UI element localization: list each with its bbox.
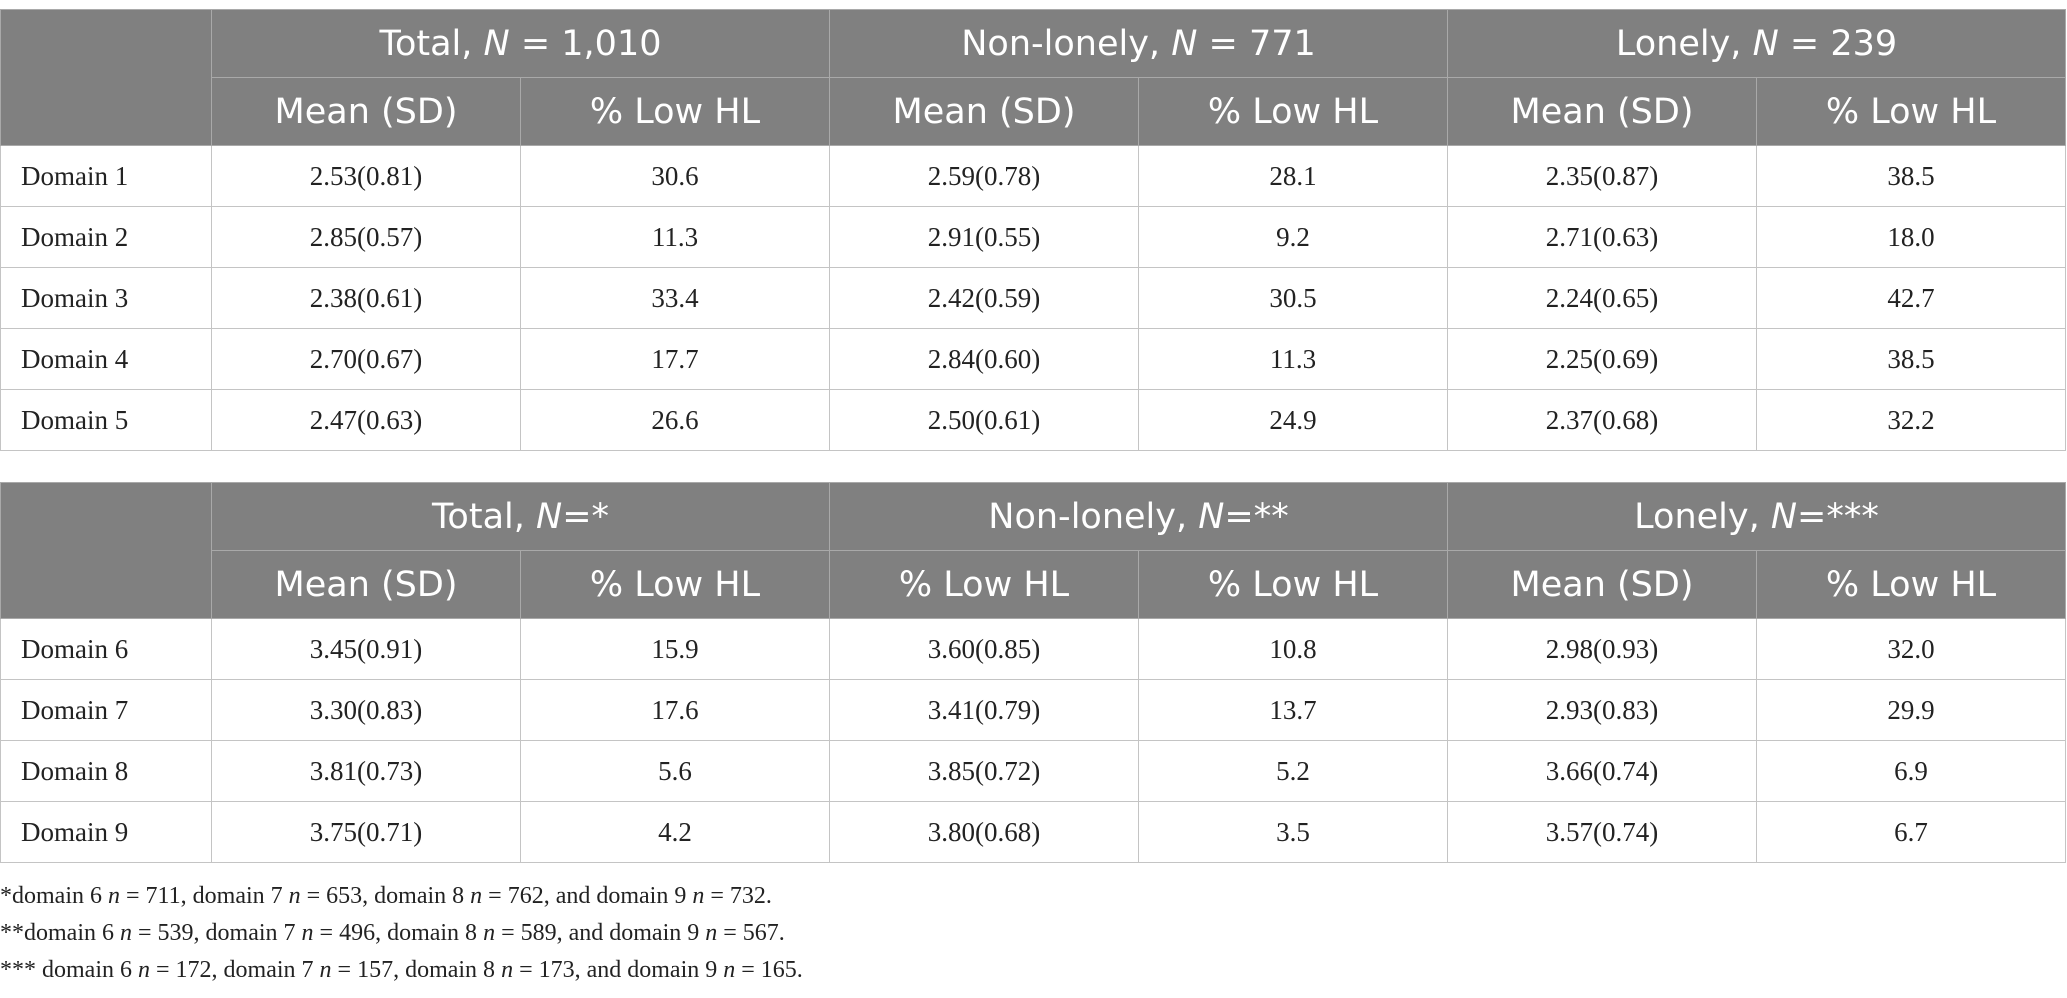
table-cell: 38.5 [1757,329,2066,390]
footnote-3: *** domain 6 n = 172, domain 7 n = 157, domain 8 n = 173, and domain 9 n = 165. [0,957,803,983]
n-symbol: N [1171,23,1198,64]
group-n-value: = 239 [1778,23,1898,64]
subheader-cell: % Low HL [1139,551,1448,619]
subheader-cell: % Low HL [521,78,830,146]
table-cell: 10.8 [1139,619,1448,680]
table-row [1,329,2066,390]
table-cell: 28.1 [1139,146,1448,207]
n-symbol: N [536,496,563,537]
subheader-cell: Mean (SD) [830,78,1139,146]
group-n-value: =* [562,496,610,537]
subheader-cell: % Low HL [1139,78,1448,146]
group-name: Non-lonely, [961,23,1172,64]
subheader-cell: % Low HL [1757,551,2066,619]
footnote-1: *domain 6 n = 711, domain 7 n = 653, domain 8 n = 762, and domain 9 n = 732. [0,883,772,909]
table-cell: 9.2 [1139,207,1448,268]
group-name: Lonely, [1615,23,1753,64]
subheader-row [1,78,2066,146]
table-row [1,146,2066,207]
table-cell: 15.9 [521,619,830,680]
table-cell: 3.5 [1139,802,1448,863]
row-label: Domain 9 [1,802,212,863]
group-n-value: =** [1224,496,1289,537]
group-header-lonely [1448,483,2066,551]
subheader-cell: Mean (SD) [1448,78,1757,146]
group-header-total [212,483,830,551]
footnotes [0,878,803,989]
group-header-non-lonely [830,10,1448,78]
group-header-non-lonely [830,483,1448,551]
table-cell: 2.38(0.61) [212,268,521,329]
group-n-value: = 1,010 [509,23,662,64]
subheader-cell: % Low HL [521,551,830,619]
corner-cell [1,10,212,146]
table-cell: 32.2 [1757,390,2066,451]
group-header-lonely [1448,10,2066,78]
health-literacy-table-domains-6-9 [0,482,2066,863]
health-literacy-table-domains-1-5 [0,9,2066,451]
table-row [1,802,2066,863]
table-cell: 17.6 [521,680,830,741]
table-cell: 2.71(0.63) [1448,207,1757,268]
table-cell: 2.70(0.67) [212,329,521,390]
table-cell: 5.2 [1139,741,1448,802]
row-label: Domain 8 [1,741,212,802]
table-cell: 2.37(0.68) [1448,390,1757,451]
table-cell: 2.93(0.83) [1448,680,1757,741]
table-cell: 33.4 [521,268,830,329]
table-cell: 3.57(0.74) [1448,802,1757,863]
subheader-row [1,551,2066,619]
corner-cell [1,483,212,619]
table-cell: 13.7 [1139,680,1448,741]
table-cell: 30.6 [521,146,830,207]
table-row [1,741,2066,802]
subheader-cell: Mean (SD) [1448,551,1757,619]
table-cell: 2.35(0.87) [1448,146,1757,207]
table-cell: 3.45(0.91) [212,619,521,680]
table-cell: 2.25(0.69) [1448,329,1757,390]
table-cell: 2.59(0.78) [830,146,1139,207]
group-n-value: = 771 [1197,23,1316,64]
table-cell: 29.9 [1757,680,2066,741]
n-symbol: N [1198,496,1225,537]
table-row [1,268,2066,329]
table-row [1,680,2066,741]
table-cell: 11.3 [521,207,830,268]
row-label: Domain 4 [1,329,212,390]
table-row [1,390,2066,451]
row-label: Domain 1 [1,146,212,207]
row-label: Domain 3 [1,268,212,329]
group-name: Non-lonely, [988,496,1199,537]
table-cell: 3.81(0.73) [212,741,521,802]
table-cell: 3.85(0.72) [830,741,1139,802]
table-cell: 42.7 [1757,268,2066,329]
table-cell: 17.7 [521,329,830,390]
group-name: Total, [432,496,536,537]
group-name: Total, [379,23,484,64]
table-cell: 3.41(0.79) [830,680,1139,741]
table-cell: 32.0 [1757,619,2066,680]
table-cell: 2.85(0.57) [212,207,521,268]
n-symbol: N [483,23,510,64]
table-cell: 18.0 [1757,207,2066,268]
table-cell: 2.50(0.61) [830,390,1139,451]
subheader-cell: Mean (SD) [212,551,521,619]
table-cell: 2.84(0.60) [830,329,1139,390]
row-label: Domain 6 [1,619,212,680]
table-row [1,207,2066,268]
row-label: Domain 5 [1,390,212,451]
table-cell: 30.5 [1139,268,1448,329]
group-header-row [1,10,2066,78]
n-symbol: N [1770,496,1798,537]
group-header-total [212,10,830,78]
subheader-cell: % Low HL [830,551,1139,619]
table-cell: 38.5 [1757,146,2066,207]
table-cell: 2.47(0.63) [212,390,521,451]
group-name: Lonely, [1634,496,1771,537]
table-cell: 2.24(0.65) [1448,268,1757,329]
table-cell: 2.91(0.55) [830,207,1139,268]
group-header-row [1,483,2066,551]
table-cell: 3.75(0.71) [212,802,521,863]
table-cell: 6.7 [1757,802,2066,863]
table-cell: 4.2 [521,802,830,863]
table-cell: 26.6 [521,390,830,451]
group-n-value: =*** [1797,496,1879,537]
n-symbol: N [1752,23,1779,64]
table-cell: 2.42(0.59) [830,268,1139,329]
row-label: Domain 2 [1,207,212,268]
table-cell: 3.80(0.68) [830,802,1139,863]
table-row [1,619,2066,680]
table-cell: 6.9 [1757,741,2066,802]
subheader-cell: Mean (SD) [212,78,521,146]
footnote-2: **domain 6 n = 539, domain 7 n = 496, domain 8 n = 589, and domain 9 n = 567. [0,920,785,946]
table-cell: 3.30(0.83) [212,680,521,741]
table-cell: 11.3 [1139,329,1448,390]
subheader-cell: % Low HL [1757,78,2066,146]
row-label: Domain 7 [1,680,212,741]
table-cell: 2.53(0.81) [212,146,521,207]
table-cell: 2.98(0.93) [1448,619,1757,680]
table-cell: 24.9 [1139,390,1448,451]
table-cell: 3.60(0.85) [830,619,1139,680]
table-cell: 5.6 [521,741,830,802]
table-cell: 3.66(0.74) [1448,741,1757,802]
